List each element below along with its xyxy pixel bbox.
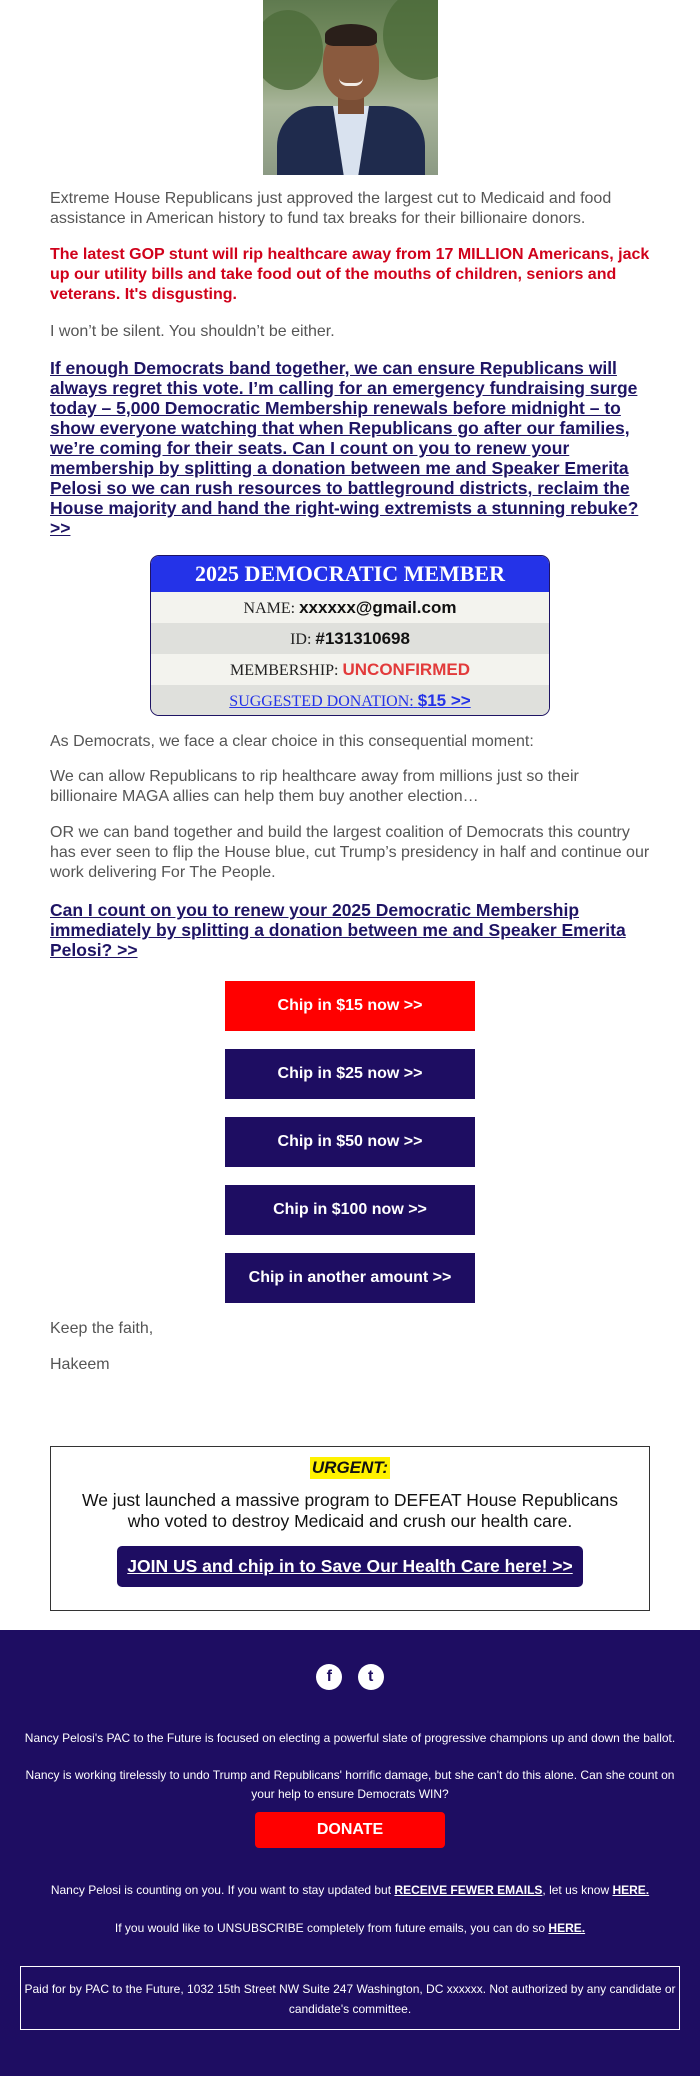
chip-15-button[interactable]: Chip in $15 now >> xyxy=(225,981,475,1031)
chip-other-button[interactable]: Chip in another amount >> xyxy=(225,1253,475,1303)
footer xyxy=(0,1630,700,2076)
hero-photo xyxy=(263,0,438,175)
unsubscribe-here-link[interactable]: HERE. xyxy=(548,1921,586,1935)
urgent-tag: URGENT: xyxy=(311,1458,389,1477)
signature: Hakeem xyxy=(50,1356,110,1373)
chip-25-button[interactable]: Chip in $25 now >> xyxy=(225,1049,475,1099)
renew-membership-link[interactable]: If enough Democrats band together, we can ensure Republicans will always regret this vote. I’m calling for an emergency fundraising surge today – 5,000 Democratic Membership renewals before midnight – to show everyone watching that when Republicans go after our families, we’re coming for their seats. Can I count on you to renew your membership by splitting a donation between me and Speaker Emerita Pelosi so we can rush resources to battleground districts, reclaim the House majority and hand the right-wing extremists a stunning rebuke? >> xyxy=(50,358,639,538)
membership-status: UNCONFIRMED xyxy=(342,660,470,679)
option-b-paragraph: OR we can band together and build the largest coalition of Democrats this country has ever seen to flip the House blue, cut Trump’s presidency in half and continue our work delivering For The People. xyxy=(50,824,650,881)
fewer-emails-here-link[interactable]: HERE. xyxy=(612,1883,650,1897)
card-id-value: #131310698 xyxy=(315,629,410,648)
card-name-value: xxxxxx@gmail.com xyxy=(299,598,457,617)
option-a-paragraph: We can allow Republicans to rip healthcare away from millions just so their billionaire MAGA allies can help them buy another election… xyxy=(50,768,579,805)
urgent-box xyxy=(50,1446,650,1611)
signoff: Keep the faith, xyxy=(50,1320,154,1337)
facebook-icon[interactable]: f xyxy=(316,1664,342,1690)
intro-paragraph: Extreme House Republicans just approved the largest cut to Medicaid and food assistance in American history to fund tax breaks for their billionaire donors. xyxy=(50,190,612,227)
chip-100-button[interactable]: Chip in $100 now >> xyxy=(225,1185,475,1235)
choice-paragraph: As Democrats, we face a clear choice in this consequential moment: xyxy=(50,733,534,750)
footer-line-4: If you would like to UNSUBSCRIBE completely from future emails, you can do so HERE. xyxy=(114,1921,586,1935)
suggested-donation-link[interactable]: SUGGESTED DONATION: $15 >> xyxy=(229,691,471,710)
membership-card xyxy=(150,555,550,716)
card-membership-row: MEMBERSHIP: UNCONFIRMED xyxy=(230,660,470,679)
renew-2025-link[interactable]: Can I count on you to renew your 2025 Democratic Membership immediately by splitting a donation between me and Speaker Emerita Pelosi? >> xyxy=(50,900,626,960)
donate-button[interactable]: DONATE xyxy=(255,1812,445,1848)
receive-fewer-emails-link[interactable]: RECEIVE FEWER EMAILS xyxy=(394,1883,543,1897)
social-links xyxy=(0,1664,700,1690)
footer-line-1: Nancy Pelosi's PAC to the Future is focused on electing a powerful slate of progressive champions up and down the ballot. xyxy=(24,1731,676,1745)
paid-for-box: Paid for by PAC to the Future, 1032 15th Street NW Suite 247 Washington, DC xxxxxx. Not authorized by any candidate or candidate's committee. xyxy=(20,1966,680,2030)
card-donation-row[interactable] xyxy=(151,685,549,716)
chip-50-button[interactable]: Chip in $50 now >> xyxy=(225,1117,475,1167)
card-title: 2025 DEMOCRATIC MEMBER xyxy=(151,556,549,592)
red-paragraph: The latest GOP stunt will rip healthcare away from 17 MILLION Americans, jack up our utility bills and take food out of the mouths of children, seniors and veterans. It's disgusting. xyxy=(50,246,650,303)
silent-paragraph: I won’t be silent. You shouldn’t be either. xyxy=(50,323,335,340)
card-id-row: ID: #131310698 xyxy=(151,623,549,654)
urgent-text: We just launched a massive program to DEFEAT House Republicans who voted to destroy Medicaid and crush our health care. xyxy=(82,1490,618,1531)
card-name-row: NAME: xxxxxx@gmail.com xyxy=(243,598,457,617)
join-us-button[interactable]: JOIN US and chip in to Save Our Health Care here! >> xyxy=(117,1546,582,1587)
twitter-icon[interactable]: t xyxy=(358,1664,384,1690)
footer-line-2: Nancy is working tirelessly to undo Trump and Republicans' horrific damage, but she can't do this alone. Can she count on your help to ensure Democrats WIN? xyxy=(25,1768,675,1801)
footer-line-3: Nancy Pelosi is counting on you. If you want to stay updated but RECEIVE FEWER EMAILS, let us know HERE. xyxy=(50,1883,650,1897)
